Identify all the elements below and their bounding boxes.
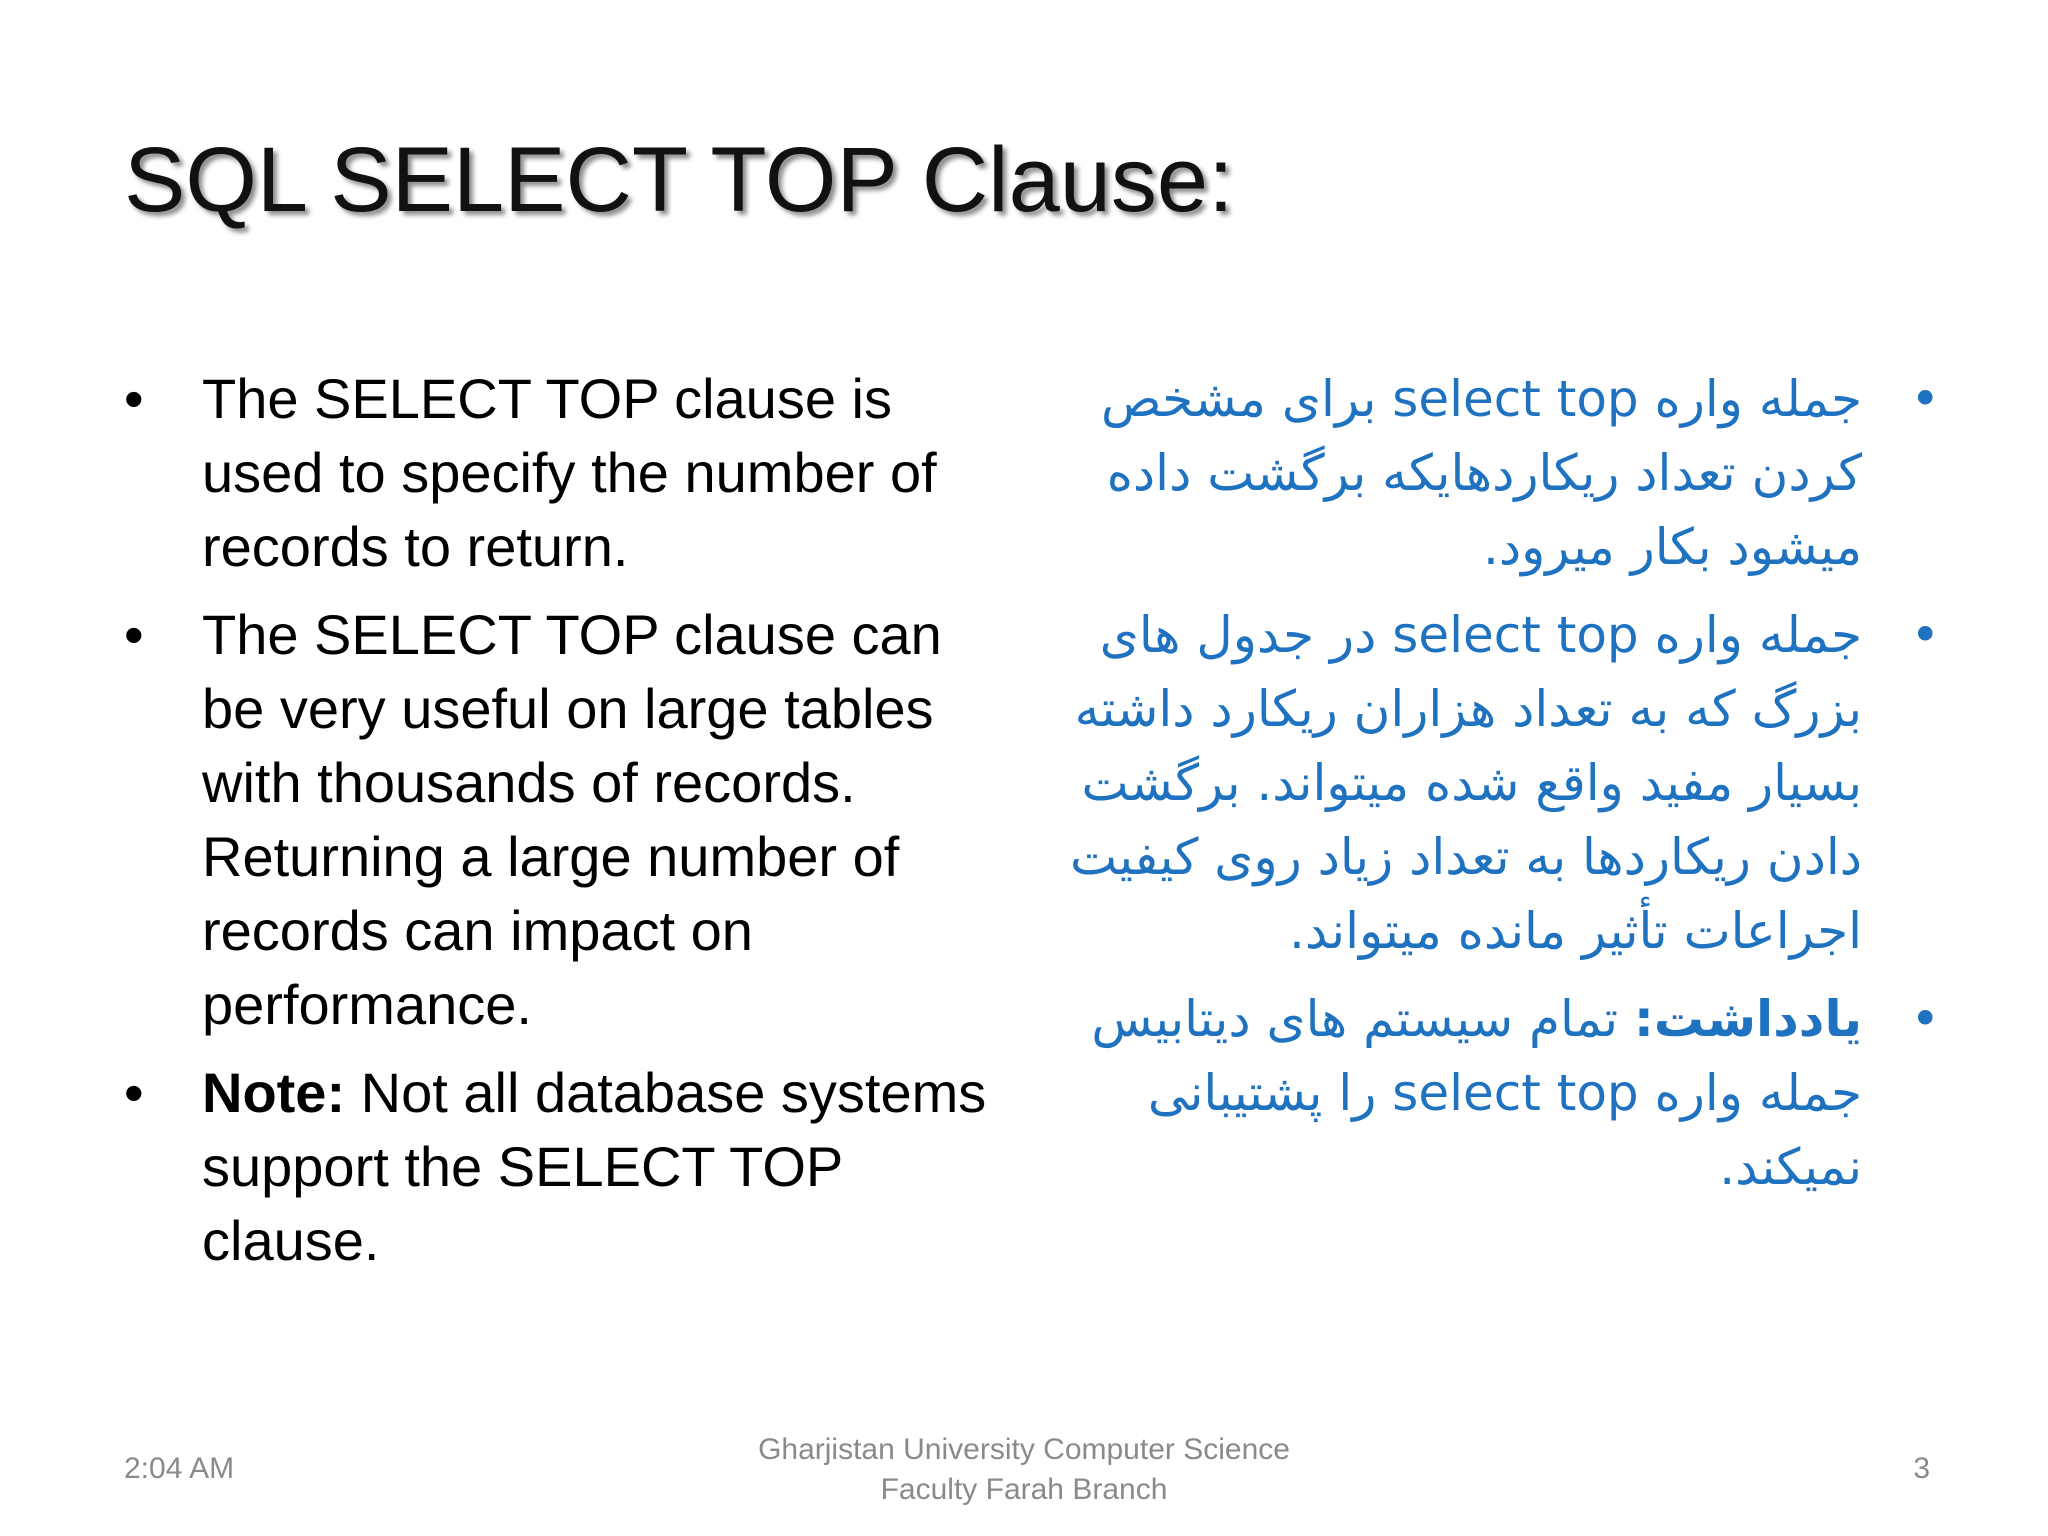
dari-note-label: یادداشت: xyxy=(1633,990,1862,1048)
dari-bullet-list xyxy=(1060,362,1940,1218)
english-bullet-2 xyxy=(124,598,1004,1042)
bullet-marker: • xyxy=(1910,370,1940,428)
dari-bullet-3 xyxy=(1060,982,1940,1204)
slide-title: SQL SELECT TOP Clause: xyxy=(124,129,1234,231)
english-bullet-3 xyxy=(124,1056,1004,1278)
english-bullet-text: Not all database systems support the SELECT TOP clause. xyxy=(202,1061,987,1272)
bullet-marker: • xyxy=(124,1061,144,1124)
english-bullet-text: The SELECT TOP clause can be very useful on large tables with thousands of records. Returning a large number of records can impact on performance. xyxy=(202,603,942,1036)
dari-bullet-text: جمله واره select top برای مشخص کردن تعداد ریکاردهایکه برگشت داده میشود بکار میرود. xyxy=(1101,370,1862,576)
english-bullet-1 xyxy=(124,362,1004,584)
note-label: Note: xyxy=(202,1061,346,1124)
footer-institution-line1: Gharjistan University Computer Science xyxy=(758,1433,1290,1466)
footer-date: 2:04 AM xyxy=(124,1452,235,1485)
english-bullet-list xyxy=(124,362,1004,1292)
dari-bullet-text: تمام سیستم های دیتابیس جمله واره select top را پشتیبانی نمیکند. xyxy=(1091,990,1862,1196)
english-bullet-text: The SELECT TOP clause is used to specify the number of records to return. xyxy=(202,367,937,578)
dari-bullet-text: جمله واره select top در جدول های بزرگ که به تعداد هزاران ریکارد داشته بسیار مفید واقع شده میتواند. برگشت دادن ریکاردها به تعداد زیاد روی کیفیت اجراعات تأثیر مانده میتواند. xyxy=(1070,606,1862,960)
dari-bullet-2 xyxy=(1060,598,1940,968)
footer-institution xyxy=(624,1430,1424,1510)
page-number: 3 xyxy=(1913,1452,1930,1485)
footer-institution-line2: Faculty Farah Branch xyxy=(880,1473,1168,1506)
dari-bullet-1 xyxy=(1060,362,1940,584)
bullet-marker: • xyxy=(124,603,144,666)
bullet-marker: • xyxy=(1910,990,1940,1048)
bullet-marker: • xyxy=(1910,606,1940,664)
bullet-marker: • xyxy=(124,367,144,430)
